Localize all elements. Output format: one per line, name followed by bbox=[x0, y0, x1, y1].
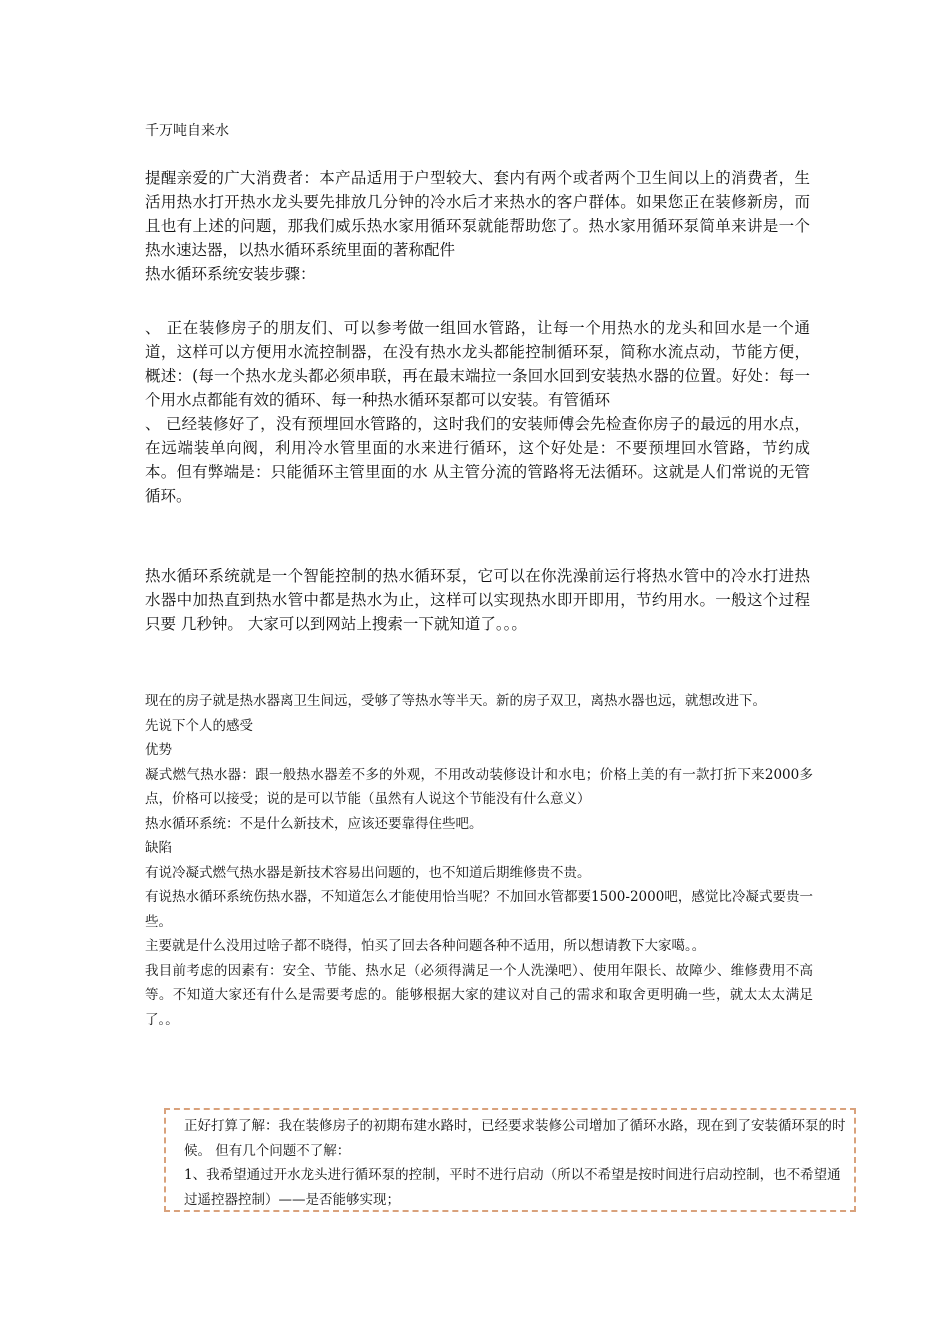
install-steps-section bbox=[145, 316, 810, 508]
reply-line: 正好打算了解：我在装修房子的初期布建水路时，已经要求装修公司增加了循环水路，现在到了安装循环泵的时候。 但有几个问题不了解： bbox=[184, 1118, 846, 1159]
post-line: 缺陷 bbox=[145, 840, 172, 856]
quoted-reply-box bbox=[164, 1108, 856, 1212]
post-line: 我目前考虑的因素有：安全、节能、热水足（必须得满足一个人洗澡吧）、使用年限长、故障少、维修费用不高等。不知道大家还有什么是需要考虑的。能够根据大家的建议对自己的需求和取舍更明确一些，就太太太满足了。。 bbox=[145, 962, 813, 1028]
post-line: 主要就是什么没用过啥子都不晓得，怕买了回去各种问题各种不适用，所以想请教下大家噶。。 bbox=[145, 938, 706, 954]
post-line: 有说热水循环系统伤热水器，不知道怎么才能使用恰当呢？不加回水管都要1500-2000吧，感觉比冷凝式要贵一些。 bbox=[145, 889, 813, 930]
system-description-section bbox=[145, 564, 810, 636]
step-paragraph: 、 正在装修房子的朋友们、可以参考做一组回水管路，让每一个用热水的龙头和回水是一个通道，这样可以方便用水流控制器，在没有热水龙头都能控制循环泵，简称水流点动，节能方便，概述：(每一个热水龙头都必须串联，再在最末端拉一条回水回到安装热水器的位置。好处：每一个用水点都能有效的循环、每一种热水循环泵都可以安装。有管循环 bbox=[145, 319, 810, 409]
system-paragraph: 热水循环系统就是一个智能控制的热水循环泵，它可以在你洗澡前运行将热水管中的冷水打进热水器中加热直到热水管中都是热水为止，这样可以实现热水即开即用，节约用水。一般这个过程只要 几秒钟。 大家可以到网站上搜索一下就知道了。。。 bbox=[145, 567, 810, 633]
post-line: 凝式燃气热水器：跟一般热水器差不多的外观，不用改动装修设计和水电；价格上美的有一款打折下来2000多点，价格可以接受；说的是可以节能（虽然有人说这个节能没有什么意义） bbox=[145, 766, 813, 807]
quoted-reply-content bbox=[184, 1114, 852, 1212]
intro-section bbox=[145, 166, 810, 286]
forum-post-section bbox=[145, 689, 813, 1032]
step-paragraph: 、 已经装修好了，没有预埋回水管路的，这时我们的安装师傅会先检查你房子的最远的用水点，在远端装单向阀，利用冷水管里面的水来进行循环，这个好处是：不要预埋回水管路，节约成本。但有弊端是：只能循环主管里面的水 从主管分流的管路将无法循环。这就是人们常说的无管循环。 bbox=[145, 415, 810, 505]
post-line: 现在的房子就是热水器离卫生间远，受够了等热水等半天。新的房子双卫，离热水器也远，就想改进下。 bbox=[145, 693, 766, 709]
post-line: 先说下个人的感受 bbox=[145, 717, 253, 734]
post-line: 优势 bbox=[145, 742, 172, 758]
document-title: 千万吨自来水 bbox=[145, 123, 229, 139]
reply-line: 1、我希望通过开水龙头进行循环泵的控制，平时不进行启动（所以不希望是按时间进行启动控制，也不希望通过遥控器控制）——是否能够实现； bbox=[184, 1167, 841, 1208]
post-line: 热水循环系统：不是什么新技术，应该还要靠得住些吧。 bbox=[145, 815, 483, 832]
install-steps-heading: 热水循环系统安装步骤： bbox=[145, 265, 316, 283]
intro-paragraph: 提醒亲爱的广大消费者：本产品适用于户型较大、套内有两个或者两个卫生间以上的消费者，生活用热水打开热水龙头要先排放几分钟的冷水后才来热水的客户群体。如果您正在装修新房，而且也有上述的问题，那我们威乐热水家用循环泵就能帮助您了。热水家用循环泵简单来讲是一个热水速达器，以热水循环系统里面的著称配件 bbox=[145, 169, 810, 259]
post-line: 有说冷凝式燃气热水器是新技术容易出问题的，也不知道后期维修贵不贵。 bbox=[145, 864, 591, 881]
